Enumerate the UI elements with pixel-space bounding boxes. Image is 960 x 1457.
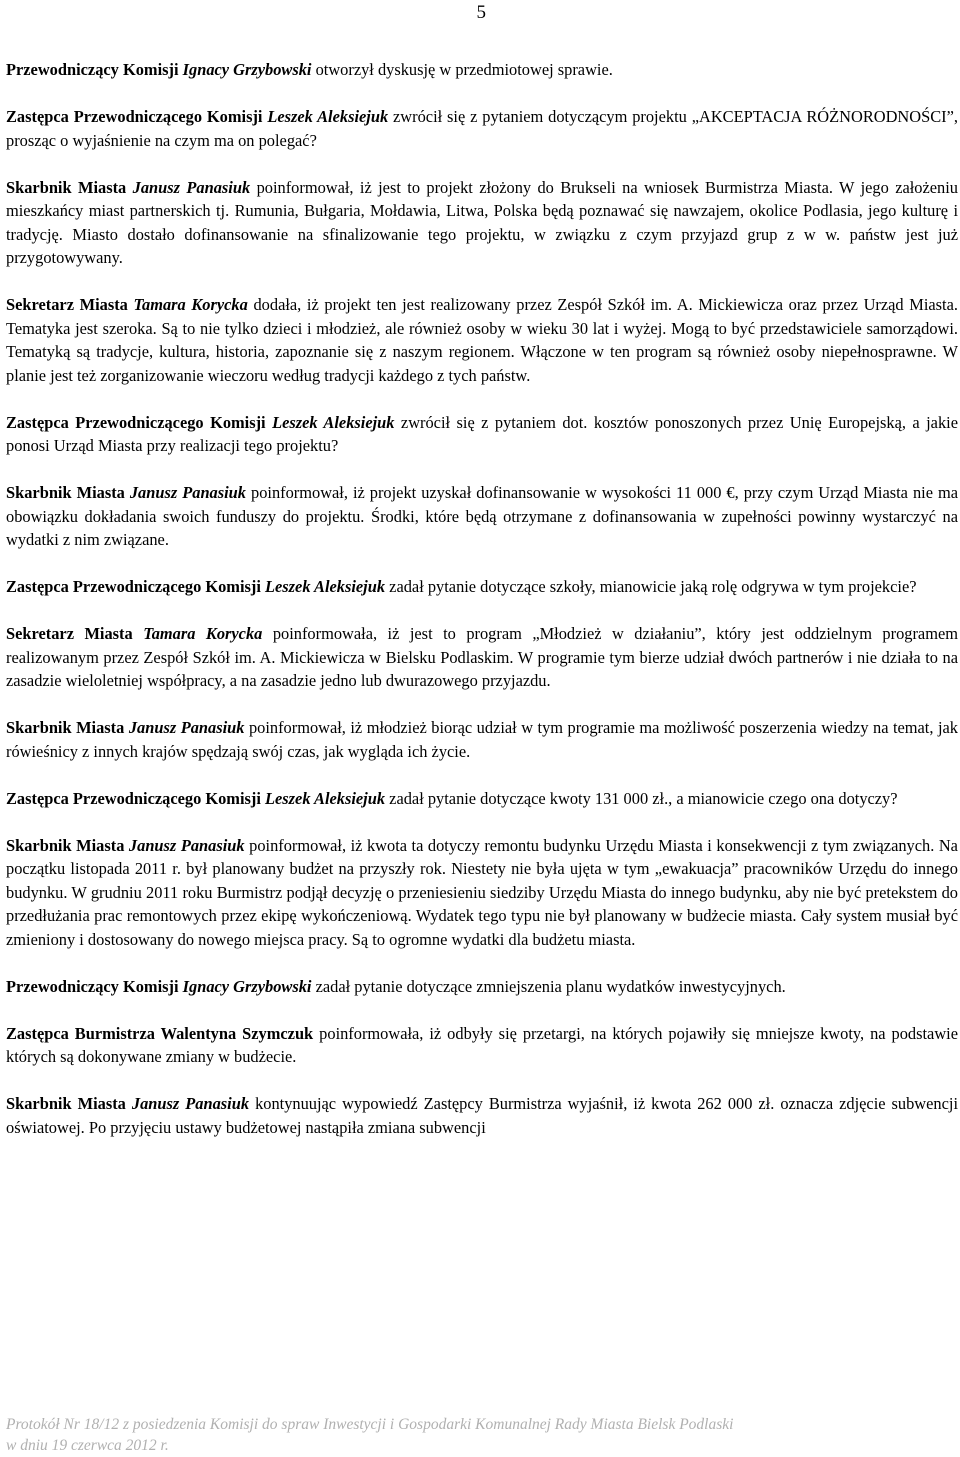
- paragraph-text: poinformowała, iż jest to program „Młodzież w działaniu”, który jest oddzielnym programem realizowanym przez Zespół Szkół im. A. Mickiewicza w Bielsku Podlaskim. W programie tym bierze udział dwóch partnerów i nie działa to na zasadzie wieloletniej współpracy, a na zasadzie jedno lub dwurazowego przyjazdu.: [6, 624, 958, 690]
- paragraph: [6, 622, 958, 693]
- paragraph: [6, 481, 958, 552]
- speaker-role: Zastępca Burmistrza Walentyna Szymczuk: [6, 1023, 314, 1043]
- paragraph: [6, 293, 958, 387]
- paragraph-text: poinformowała, iż odbyły się przetargi, na których pojawiły się mniejsze kwoty, na podstawie których są dokonywane zmiany w budżecie.: [6, 1023, 958, 1066]
- paragraph-text: zwrócił się z pytaniem dotyczącym projektu „AKCEPTACJA RÓŻNORODNOŚCI”, prosząc o wyjaśnienie na czym ma on polegać?: [6, 107, 958, 150]
- speaker-name: Janusz Panasiuk: [128, 718, 245, 737]
- page-number: 5: [476, 2, 486, 23]
- speaker-role: Zastępca Przewodniczącego Komisji: [6, 107, 263, 126]
- footer-protocol-line: Protokół Nr 18/12 z posiedzenia Komisji do spraw Inwestycji i Gospodarki Komunalnej Rady Miasta Bielsk Podlaski: [6, 1416, 734, 1433]
- speaker-name: Janusz Panasiuk: [131, 1094, 250, 1113]
- speaker-role: Zastępca Przewodniczącego Komisji: [6, 577, 261, 596]
- paragraph-text: poinformował, iż projekt uzyskał dofinansowanie w wysokości 11 000 €, przy czym Urząd Miasta nie ma obowiązku dokładania swoich funduszy do projektu. Środki, które będą otrzymane z dofinansowania w zupełności powinny wystarczyć na wydatki z nim związane.: [6, 483, 958, 549]
- paragraph: [6, 1092, 958, 1139]
- speaker-name: Janusz Panasiuk: [128, 835, 245, 855]
- speaker-role: Sekretarz Miasta: [6, 295, 128, 314]
- speaker-name: Tamara Korycka: [133, 295, 248, 314]
- speaker-name: Ignacy Grzybowski: [182, 60, 312, 79]
- footer-date-line: w dniu 19 czerwca 2012 r.: [6, 1437, 169, 1454]
- paragraph: [6, 575, 958, 599]
- paragraph: [6, 1022, 958, 1069]
- speaker-name: Leszek Aleksiejuk: [265, 577, 386, 596]
- paragraph-text: zwrócił się z pytaniem dot. kosztów ponoszonych przez Unię Europejską, a jakie ponosi Urząd Miasta przy realizacji tego projektu?: [6, 412, 958, 455]
- speaker-role: Skarbnik Miasta: [6, 483, 125, 502]
- paragraph: [6, 975, 958, 999]
- speaker-role: Zastępca Przewodniczącego Komisji: [6, 788, 261, 808]
- paragraph-text: poinformował, iż kwota ta dotyczy remontu budynku Urzędu Miasta i konsekwencji z tym związanych. Na początku listopada 2011 r. był planowany budżet na przyszły rok. Niestety nie była ujęta w tym „ewakuacja” pracowników Urzędu do innego budynku. W grudniu 2011 roku Burmistrz podjął decyzję o przeniesieniu siedziby Urzędu Miasta do innego budynku, aby nie być pretekstem do przedłużania prac remontowych przez ekipę wykończeniową. Wydatek tego typu nie był planowany w budżecie miasta. Cały system musiał być zmieniony i dostosowany do nowego miejsca pracy. Są to ogromne wydatki dla budżetu miasta.: [6, 835, 958, 949]
- paragraph: [6, 176, 958, 270]
- paragraph: [6, 787, 958, 811]
- speaker-name: Leszek Aleksiejuk: [265, 788, 386, 808]
- speaker-role: Zastępca Przewodniczącego Komisji: [6, 412, 266, 432]
- paragraph: [6, 834, 958, 952]
- paragraph: [6, 716, 958, 763]
- speaker-role: Skarbnik Miasta: [6, 718, 125, 737]
- speaker-name: Janusz Panasiuk: [129, 483, 246, 502]
- speaker-role: Przewodniczący Komisji: [6, 60, 179, 79]
- paragraph: [6, 105, 958, 152]
- paragraph: [6, 411, 958, 458]
- speaker-name: Ignacy Grzybowski: [182, 976, 312, 996]
- paragraph-text: poinformował, iż jest to projekt złożony do Brukseli na wniosek Burmistrza Miasta. W jego założeniu mieszkańcy miast partnerskich tj. Rumunia, Bułgaria, Mołdawia, Litwa, Polska będą poznawać się nawzajem, okolice Podlasia, jego kulturę i tradycję. Miasto dostało dofinansowanie na sfinalizowanie tego projektu, w związku z czym przyjazd grup z w w. państw jest już przygotowywany.: [6, 177, 958, 267]
- speaker-name: Janusz Panasiuk: [132, 177, 251, 197]
- paragraph-text: kontynuując wypowiedź Zastępcy Burmistrza wyjaśnił, iż kwota 262 000 zł. oznacza zdjęcie subwencji oświatowej. Po przyjęciu ustawy budżetowej nastąpiła zmiana subwencji: [6, 1094, 958, 1137]
- speaker-name: Tamara Korycka: [143, 624, 263, 643]
- speaker-role: Skarbnik Miasta: [6, 1094, 126, 1113]
- document-body: [6, 58, 958, 1163]
- speaker-role: Przewodniczący Komisji: [6, 976, 179, 996]
- speaker-role: Skarbnik Miasta: [6, 835, 125, 855]
- paragraph-text: dodała, iż projekt ten jest realizowany przez Zespół Szkół im. A. Mickiewicza oraz przez Urząd Miasta. Tematyka jest szeroka. Są to nie tylko dzieci i młodzież, ale również osoby w wieku 30 lat i wyżej. Mogą to być przedstawiciele samorządowi. Tematyką są tradycje, kultura, historia, zapoznanie się z naszym regionem. Włączone w ten program są również osoby niepełnosprawne. W planie jest też zorganizowanie wieczoru według tradycji każdego z tych państw.: [6, 295, 958, 385]
- speaker-name: Leszek Aleksiejuk: [267, 107, 389, 126]
- paragraph-text: zadał pytanie dotyczące kwoty 131 000 zł., a mianowicie czego ona dotyczy?: [389, 788, 898, 808]
- paragraph-text: poinformował, iż młodzież biorąc udział w tym programie ma możliwość poszerzenia wiedzy na temat, jak rówieśnicy z innych krajów spędzają swój czas, jak wygląda ich życie.: [6, 718, 958, 761]
- page-footer: [6, 1414, 958, 1456]
- paragraph-text: zadał pytanie dotyczące szkoły, mianowicie jaką rolę odgrywa w tym projekcie?: [389, 577, 917, 596]
- speaker-role: Sekretarz Miasta: [6, 624, 133, 643]
- speaker-role: Skarbnik Miasta: [6, 177, 127, 197]
- paragraph-text: zadał pytanie dotyczące zmniejszenia planu wydatków inwestycyjnych.: [315, 976, 786, 996]
- paragraph-text: otworzył dyskusję w przedmiotowej sprawie.: [315, 60, 613, 79]
- paragraph: [6, 58, 958, 82]
- speaker-name: Leszek Aleksiejuk: [272, 412, 395, 432]
